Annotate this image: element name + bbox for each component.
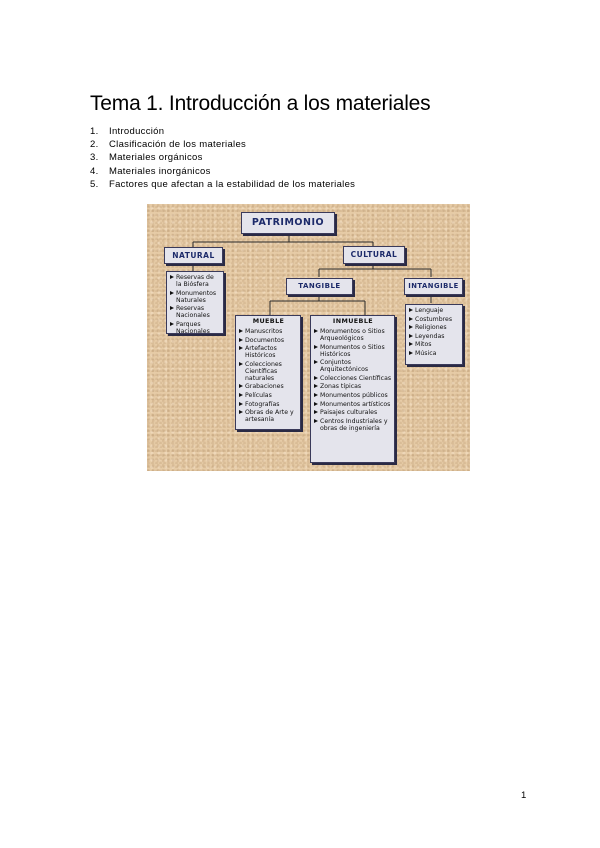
patrimonio-diagram <box>147 204 470 471</box>
natural-list <box>166 271 224 334</box>
inmueble-list <box>310 315 395 463</box>
mueble-list <box>235 315 301 430</box>
toc-number: 3. <box>90 152 99 164</box>
tangible-node <box>286 278 353 295</box>
natural-node <box>164 247 223 264</box>
inmueble-heading: INMUEBLE <box>332 317 374 325</box>
page-title: Tema 1. Introducción a los materiales <box>90 92 431 115</box>
list-item: Parques Nacionales <box>170 321 221 335</box>
intangible-node <box>404 278 463 295</box>
list-item: Colecciones Científicas <box>314 375 392 382</box>
list-item: Monumentos artísticos <box>314 401 392 408</box>
toc-number: 2. <box>90 139 99 151</box>
list-item: Conjuntos Arquitectónicos <box>314 359 392 373</box>
toc-item <box>90 138 355 151</box>
list-item: Películas <box>239 392 298 399</box>
patrimonio-label: PATRIMONIO <box>251 217 325 228</box>
toc-number: 4. <box>90 165 99 177</box>
list-item: Documentos <box>239 337 298 344</box>
list-item: Centros Industriales y obras de ingeniería <box>314 418 392 432</box>
list-item: Reservas Nacionales <box>170 305 221 319</box>
mueble-heading: MUEBLE <box>252 317 285 325</box>
list-item: Reservas de la Biósfera <box>170 274 221 288</box>
toc-text: Materiales inorgánicos <box>109 165 211 177</box>
toc-item <box>90 151 355 164</box>
list-item: Colecciones Científicas naturales <box>239 361 298 382</box>
list-item: Paisajes culturales <box>314 409 392 416</box>
list-item: Monumentos o Sitios Arqueológicos <box>314 328 392 342</box>
list-item: Artefactos Históricos <box>239 345 298 359</box>
list-item: Monumentos o Sitios Históricos <box>314 344 392 358</box>
intangible-label: INTANGIBLE <box>408 282 459 290</box>
table-of-contents <box>90 125 355 191</box>
list-item: Costumbres <box>409 316 460 323</box>
toc-item <box>90 125 355 138</box>
list-item: Fotografías <box>239 401 298 408</box>
page-number: 1 <box>521 790 527 801</box>
toc-text: Clasificación de los materiales <box>109 139 247 151</box>
toc-item <box>90 165 355 178</box>
list-item: Mitos <box>409 341 460 348</box>
list-item: Monumentos Naturales <box>170 290 221 304</box>
toc-item <box>90 178 355 191</box>
toc-number: 1. <box>90 126 99 137</box>
toc-text: Introducción <box>109 126 165 137</box>
toc-number: 5. <box>90 178 99 190</box>
list-item: Monumentos públicos <box>314 392 392 399</box>
toc-text: Materiales orgánicos <box>109 152 203 164</box>
list-item: Grabaciones <box>239 383 298 390</box>
cultural-label: CULTURAL <box>350 250 398 259</box>
cultural-node <box>343 246 405 264</box>
tangible-label: TANGIBLE <box>298 282 341 290</box>
list-item: Música <box>409 350 460 357</box>
list-item: Religiones <box>409 324 460 331</box>
list-item: Zonas típicas <box>314 383 392 390</box>
list-item: Leyendas <box>409 333 460 340</box>
natural-label: NATURAL <box>172 251 215 260</box>
list-item: Obras de Arte y artesanía <box>239 409 298 423</box>
list-item: Manuscritos <box>239 328 298 335</box>
patrimonio-node <box>241 212 335 234</box>
list-item: Lenguaje <box>409 307 460 314</box>
intangible-list <box>405 304 463 365</box>
toc-text: Factores que afectan a la estabilidad de los materiales <box>109 178 356 190</box>
